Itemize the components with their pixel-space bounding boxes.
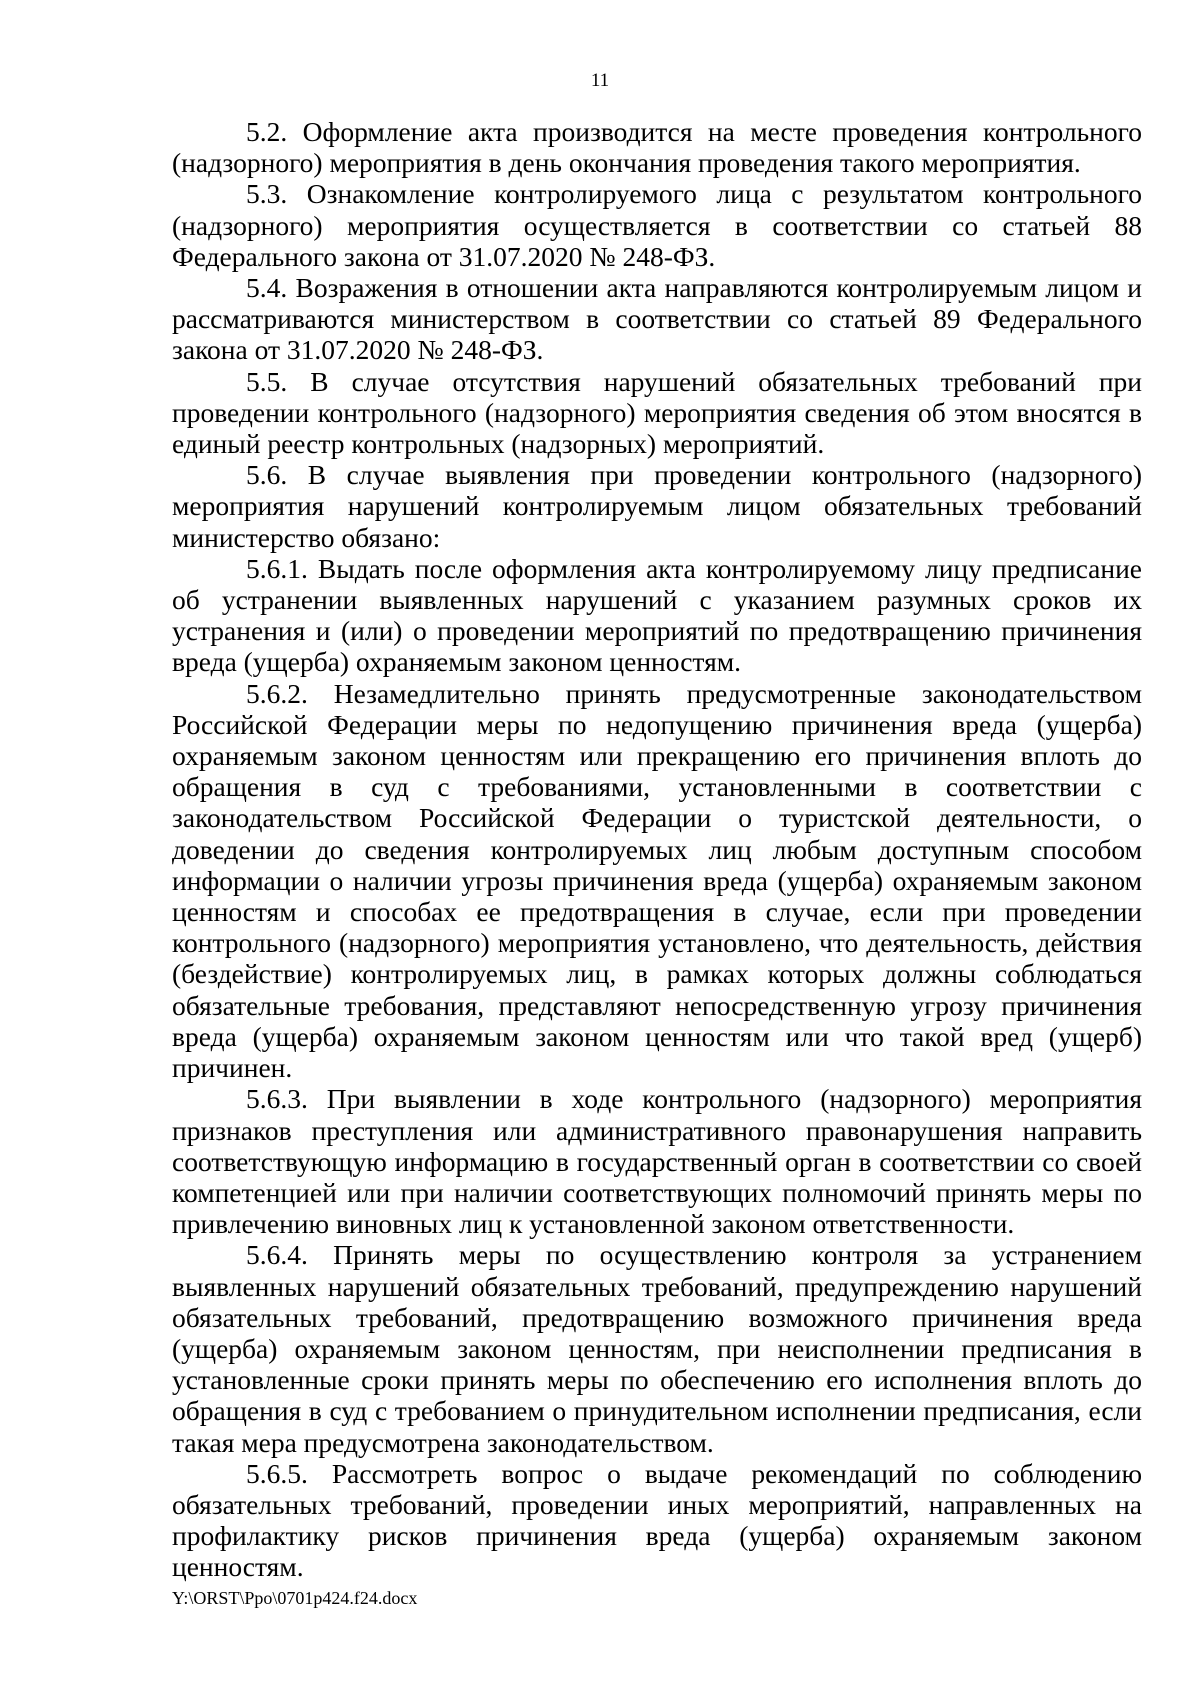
paragraph-5-6-3: 5.6.3. При выявлении в ходе контрольного (надзорного) мероприятия признаков преступления или административного правонарушения направить соответствующую информацию в государственный орган в соответствии со своей компетенцией или при наличии соответствующих полномочий принять меры по привлечению виновных лиц к установленной законом ответственности. [172,1083,1142,1240]
paragraph-5-6-1: 5.6.1. Выдать после оформления акта контролируемому лицу предписание об устранении выявленных нарушений с указанием разумных сроков их устранения и (или) о проведении мероприятий по предотвращению причинения вреда (ущерба) охраняемым законом ценностям. [172,552,1142,678]
paragraph-5-2: 5.2. Оформление акта производится на месте проведения контрольного (надзорного) мероприятия в день окончания проведения такого мероприятия. [172,116,1142,179]
footer-file-path: Y:\ORST\Ppo\0701p424.f24.docx [172,1588,418,1608]
paragraph-5-6-4: 5.6.4. Принять меры по осуществлению контроля за устранением выявленных нарушений обязательных требований, предупреждению нарушений обязательных требований, предотвращению возможного причинения вреда (ущерба) охраняемым законом ценностям, при неисполнении предписания в установленные сроки принять меры по обеспечению его исполнения вплоть до обращения в суд с требованием о принудительном исполнении предписания, если такая мера предусмотрена законодательством. [172,1239,1142,1458]
paragraph-5-4: 5.4. Возражения в отношении акта направляются контролируемым лицом и рассматриваются министерством в соответствии со статьей 89 Федерального закона от 31.07.2020 № 248-ФЗ. [172,272,1142,366]
paragraph-5-6: 5.6. В случае выявления при проведении контрольного (надзорного) мероприятия нарушений контролируемым лицом обязательных требований министерство обязано: [172,459,1142,553]
paragraph-5-5: 5.5. В случае отсутствия нарушений обязательных требований при проведении контрольного (надзорного) мероприятия сведения об этом вносятся в единый реестр контрольных (надзорных) мероприятий. [172,365,1142,460]
document-body [172,116,1142,1583]
page-number: 11 [590,70,610,91]
paragraph-5-3: 5.3. Ознакомление контролируемого лица с результатом контрольного (надзорного) мероприятия осуществляется в соответствии со статьей 88 Федерального закона от 31.07.2020 № 248-ФЗ. [172,178,1142,272]
paragraph-5-6-2: 5.6.2. Незамедлительно принять предусмотренные законодательством Российской Федерации меры по недопущению причинения вреда (ущерба) охраняемым законом ценностям или прекращению его причинения вплоть до обращения в суд с требованиями, установленными в соответствии с законодательством Российской Федерации о туристской деятельности, о доведении до сведения контролируемых лиц любым доступным способом информации о наличии угрозы причинения вреда (ущерба) охраняемым законом ценностям и способах ее предотвращения в случае, если при проведении контрольного (надзорного) мероприятия установлено, что деятельность, действия (бездействие) контролируемых лиц, в рамках которых должны соблюдаться обязательные требования, представляют непосредственную угрозу причинения вреда (ущерба) охраняемым законом ценностям или что такой вред (ущерб) причинен. [172,677,1142,1084]
paragraph-5-6-5: 5.6.5. Рассмотреть вопрос о выдаче рекомендаций по соблюдению обязательных требований, проведении иных мероприятий, направленных на профилактику рисков причинения вреда (ущерба) охраняемым законом ценностям. [172,1457,1142,1583]
